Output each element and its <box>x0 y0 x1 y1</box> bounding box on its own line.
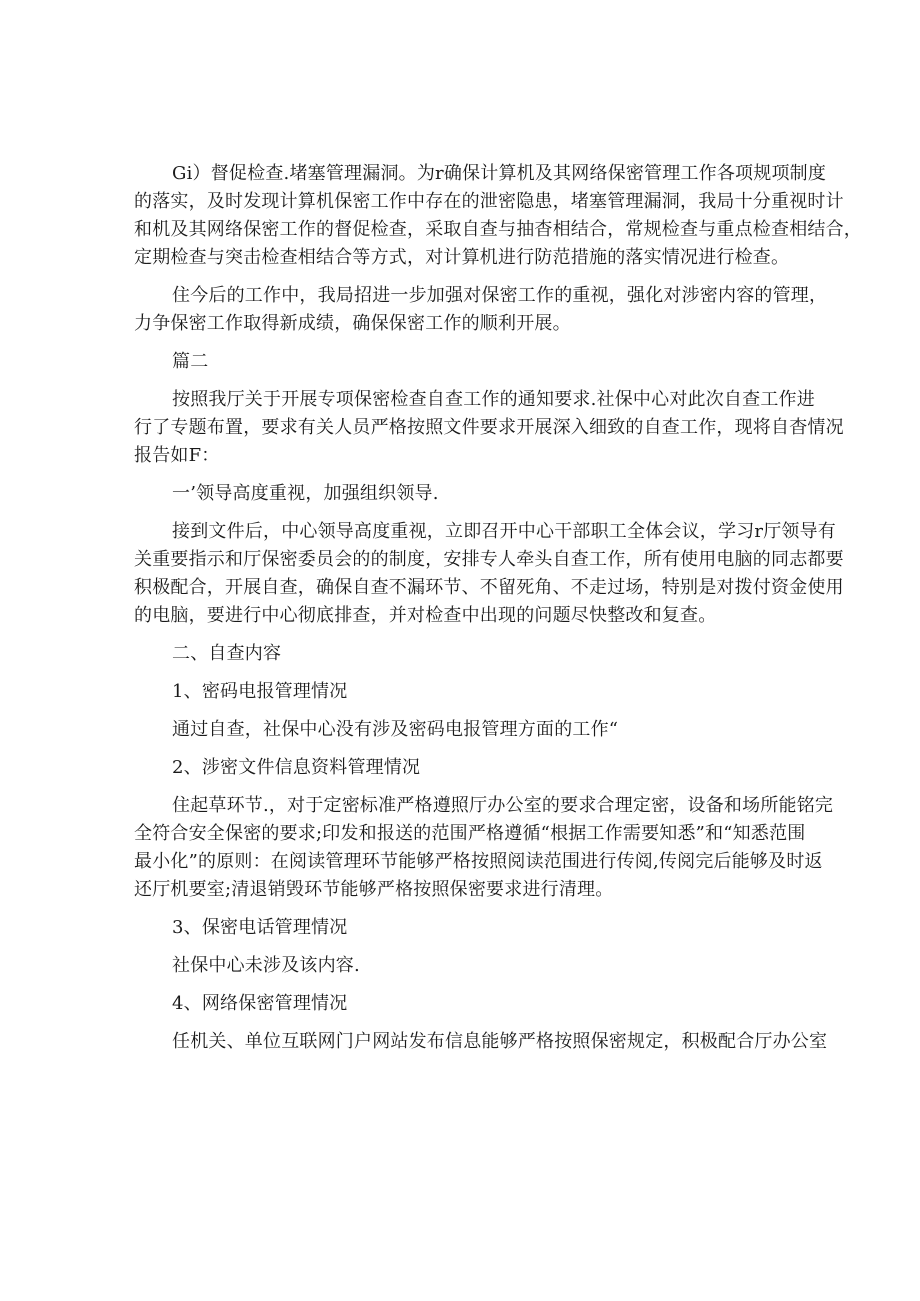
text-line: 4、网络保密管理情况 <box>172 993 348 1014</box>
paragraph <box>134 990 790 1018</box>
paragraph <box>134 952 790 980</box>
text-line: 接到文件后，中心领导高度重视，立即召开中心干部职工全体会议，学习r厅领导有 <box>172 521 837 542</box>
text-line: 积极配合，开展自查，确保自查不漏环节、不留死角、不走过场，特别是对拨付资金使用 <box>134 577 844 598</box>
paragraph <box>134 160 862 272</box>
text-line: 社保中心未涉及该内容. <box>172 955 360 976</box>
text-line: 3、保密电话管理情况 <box>172 917 348 938</box>
text-line: 2、涉密文件信息资料管理情况 <box>172 757 421 778</box>
paragraph <box>134 1028 828 1056</box>
text-line: 的落实，及时发现计算机保密工作中存在的泄密隐患，堵塞管理漏洞，我局十分重视时计 <box>134 191 844 212</box>
paragraph <box>134 480 790 508</box>
text-line: 住起草环节.，对于定密标准严格遵照厅办公室的要求合理定密，设备和场所能铭完 <box>172 795 834 816</box>
text-line: 行了专题布置，要求有关人员严格按照文件要求开展深入细致的自查工作，现将自杳情况 <box>134 417 844 438</box>
text-line: 和机及其网络保密工作的督促检查，采取自查与抽杳相结合，常规检查与重点检查相结合， <box>134 219 862 240</box>
text-line: 定期检查与突击检查相结合等方式，对计算机进行防范措施的落实情况进行检查。 <box>134 247 790 268</box>
text-line: 最小化”的原则：在阅读管理环节能够严格按照阅读范围进行传阅,传阅完后能够及时返 <box>134 851 823 872</box>
paragraph <box>134 518 844 630</box>
text-line: 1、密码电报管理情况 <box>172 681 348 702</box>
text-line: 任机关、单位互联网门户网站发布信息能够严格按照保密规定，积极配合厅办公室 <box>172 1031 828 1052</box>
text-line: 通过自查，社保中心没有涉及密码电报管理方面的工作“ <box>172 719 619 740</box>
paragraph <box>134 282 828 338</box>
text-line: 全符合安全保密的要求;印发和报送的范围严格遵循“根据工作需要知悉”和“知悉范围 <box>134 823 806 844</box>
text-line: 关重要指示和厅保密委员会的的制度，安排专人牵头自查工作，所有使用电脑的同志都要 <box>134 549 844 570</box>
paragraph <box>134 716 790 744</box>
text-line: 力争保密工作取得新成绩，确保保密工作的顺利开展。 <box>134 313 571 334</box>
paragraph <box>134 386 844 470</box>
text-line: 篇二 <box>172 351 209 372</box>
paragraph <box>134 792 834 904</box>
text-line: 按照我厅关于开展专项保密检查自查工作的通知要求.社保中心对此次自查工作进 <box>172 389 815 410</box>
paragraph <box>134 914 790 942</box>
text-line: 还厅机要室;清退销毁环节能够严格按照保密要求进行清理。 <box>134 879 614 900</box>
text-line: 的电脑，要进行中心彻底排查，并对检查中出现的问题尽快整改和复查。 <box>134 605 717 626</box>
text-line: Gi）督促检查.堵塞管理漏洞。为r确保计算机及其网络保密管理工作各项规项制度 <box>172 163 827 184</box>
paragraph <box>134 754 790 782</box>
text-line: 一’领导高度重视，加强组织领导. <box>172 483 439 504</box>
paragraph <box>134 348 790 376</box>
paragraph <box>134 640 790 668</box>
text-line: 报告如F： <box>134 445 220 466</box>
text-line: 二、自查内容 <box>172 643 282 664</box>
document-page <box>134 160 862 1066</box>
text-line: 住今后的工作中，我局招进一步加强对保密工作的重视，强化对涉密内容的管理， <box>172 285 828 306</box>
paragraph <box>134 678 790 706</box>
